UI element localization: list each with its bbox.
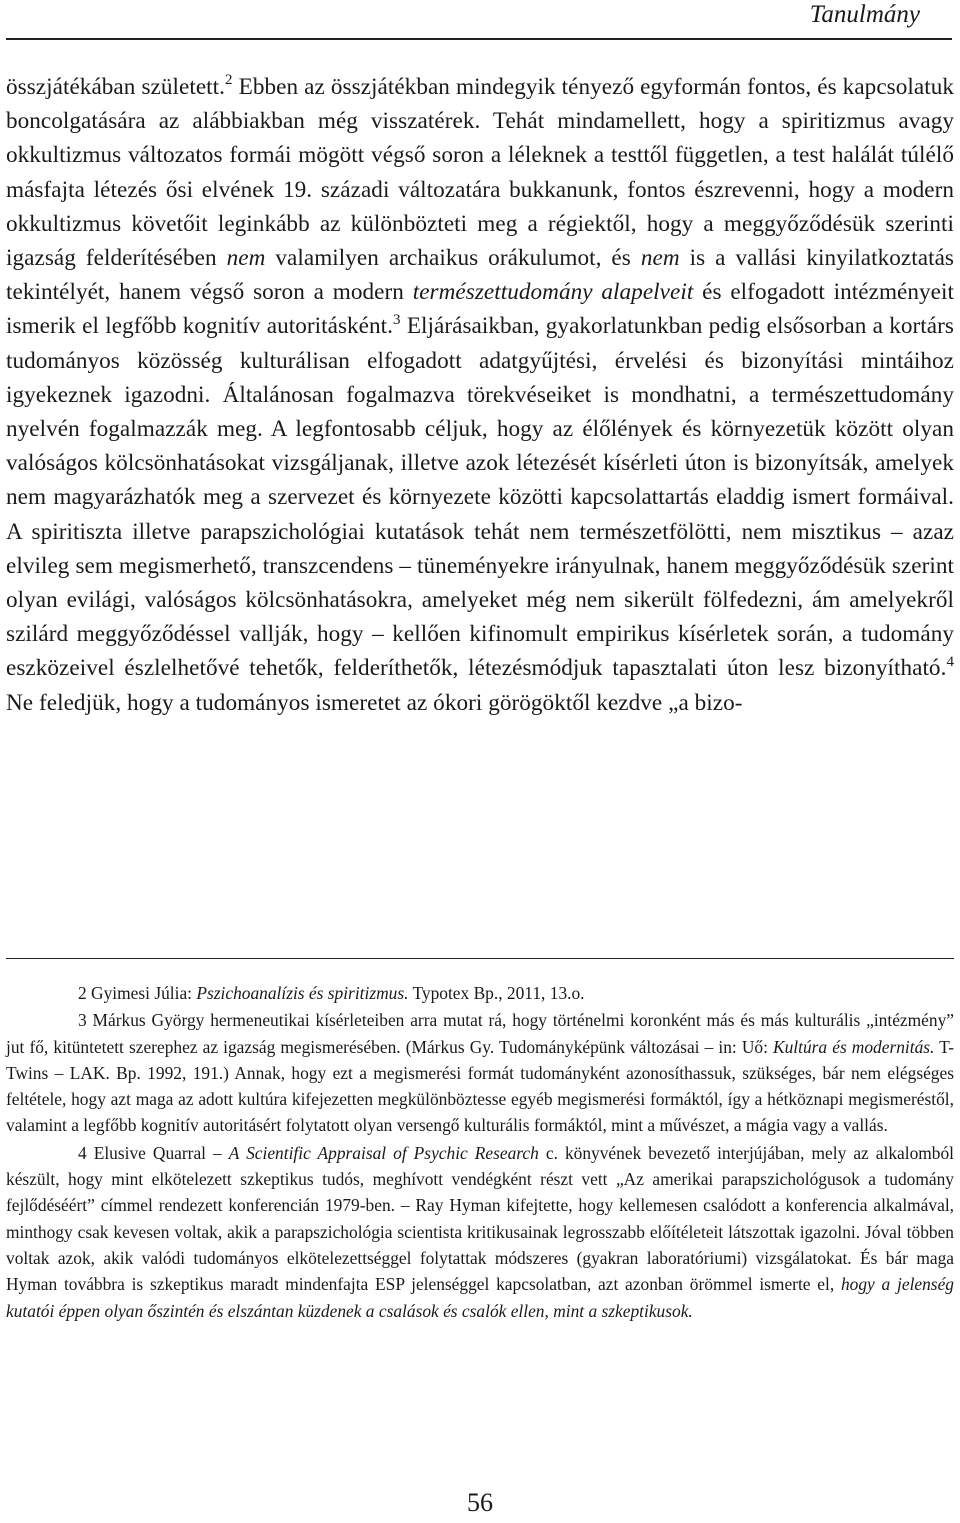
footnote-ref-2[interactable]: 2 bbox=[225, 72, 233, 89]
footnote-number: 4 bbox=[78, 1142, 87, 1163]
footnote-text: Typotex Bp., 2011, 13.o. bbox=[408, 983, 585, 1003]
footnote-text: Márkus György hermeneutikai kísérleteiben arra mutat rá, hogy történelmi koronként más és más kulturális „intézmény” jut fő, kitüntetett szerephez az igazság megismerésében. (Márkus Gy. Tudományképünk változásai – in: Uő: bbox=[6, 1010, 954, 1057]
header-rule bbox=[6, 38, 952, 40]
footnote-text: T-Twins – LAK. Bp. 1992, 191.) Annak, hogy ezt a megismerési formát tudományként azonosíthassuk, szükséges, bár nem elégséges feltétele, hogy azt maga az adott kultúra kifejezetten megkülönböztesse egyéb megismerési formáktól, így a hétköznapi megismeréstől, valamint a legfőbb kognitív autoritásért folytatott olyan versengő kulturális formáktól, mint a művészet, a mágia vagy a vallás. bbox=[6, 1036, 954, 1136]
footnote-emphasis: hogy a jelenség kutatói éppen olyan őszintén és elszántan küzdenek a csalások és csalók ellen, mint a szkeptikusok. bbox=[6, 1274, 954, 1321]
footnote-text: Elusive Quarral – bbox=[86, 1142, 229, 1163]
footnote-text: Gyimesi Júlia: bbox=[86, 983, 197, 1003]
footnote-3 bbox=[6, 1007, 954, 1138]
footnote-4 bbox=[6, 1140, 954, 1324]
body-segment: Ne feledjük, hogy a tudományos ismeretet az ókori görögöktől kezdve „a bizo- bbox=[6, 689, 743, 716]
footnote-text: c. könyvének bevezető interjújában, mely az alkalomból készült, hogy mint elkötelezett szkeptikus tudós, meghívott vendégként részt vett „Az amerikai parapszichológusok a tudomány fejlődéséért” címmel rendezett konferencián 1979-ben. – Ray Hyman kifejtette, hogy kellemesen csalódott a konferencia alkalmával, minthogy csak kevesen voltak, akik a parapszichológia scientista kritikusainak legrosszabb előítéleteit látszottak igazolni. Jóval többen voltak azok, akik valódi tudományos elkötelezettséggel folytattak módszeres (gyakran laboratóriumi) vizsgálatokat. És bár maga Hyman továbbra is szkeptikus maradt mindenfajta ESP jelenséggel kapcsolatban, azt azonban örömmel ismerte el, bbox=[6, 1142, 955, 1295]
emphasis-text: nem bbox=[640, 245, 680, 272]
footnote-ref-3[interactable]: 3 bbox=[392, 311, 401, 328]
body-segment: Eljárásaikban, gyakorlatunkban pedig elsősorban a kortárs tudományos közösség kulturálisan elfogadott adatgyűjtési, érvelési és bizonyítási mintáihoz igyekeznek igazodni. Általánosan fogalmazva törekvéseiket is mondhatni, a természettudomány nyelvén fogalmazzák meg. A legfontosabb céljuk, hogy az élőlények és környezetük között olyan valóságos kölcsönhatásokat vizsgáljanak, illetve azok létezését kísérleti úton is bizonyítsák, amelyek nem magyarázhatók meg a szervezet és környezete közötti kapcsolattartás eladdig ismert formáival. A spiritiszta illetve parapszichológiai kutatások tehát nem természetfölötti, nem misztikus – azaz elvileg sem megismerhető, transzcendens – tüneményekre irányulnak, hanem meggyőződésük szerint olyan evilági, valóságos kölcsönhatásokra, amelyeket még nem sikerült fölfedezni, ám amelyekről szilárd meggyőződéssel vallják, hogy – kellően kifinomult empirikus kísérletek során, a tudomány eszközeivel észlelhetővé tehetők, felderíthetők, létezésmódjuk tapasztalati úton lesz bizonyítható. bbox=[6, 313, 954, 682]
footnotes bbox=[6, 980, 954, 1324]
footnote-rule bbox=[6, 958, 954, 959]
body-text bbox=[6, 70, 954, 720]
main-paragraph bbox=[6, 70, 954, 720]
body-segment: és elfogadott intézményeit ismerik el legfőbb kognitív autoritásként. bbox=[6, 279, 954, 340]
emphasis-text: nem bbox=[226, 245, 266, 272]
footnote-number: 2 bbox=[78, 983, 87, 1003]
page-number: 56 bbox=[467, 1488, 493, 1517]
emphasis-text: természettudomány alapelveit bbox=[412, 279, 694, 306]
body-segment: összjátékában született. bbox=[6, 74, 226, 100]
footnote-title: Pszichoanalízis és spiritizmus. bbox=[196, 983, 409, 1003]
body-segment: valamilyen archaikus orákulumot, és bbox=[265, 245, 641, 272]
body-segment: is a vallási kinyilatkoztatás tekintélyét, hanem végső soron a modern bbox=[6, 245, 954, 306]
running-head: Tanulmány bbox=[809, 1, 920, 28]
footnote-title: Kultúra és modernitás. bbox=[773, 1036, 935, 1057]
footnote-ref-4[interactable]: 4 bbox=[946, 653, 954, 670]
footnote-number: 3 bbox=[78, 1010, 87, 1031]
body-segment: Ebben az összjátékban mindegyik tényező egyformán fontos, és kapcsolatuk boncolgatására az alábbiakban még visszatérek. Tehát mindamellett, hogy a spiritizmus avagy okkultizmus változatos formái mögött végső soron a léleknek a testtől független, a test halálát túlélő másfajta létezés ősi elvének 19. századi változatára bukkanunk, fontos észrevenni, hogy a modern okkultizmus követőit leginkább az különbözteti meg a régiektől, hogy a meggyőződésük szerinti igazság felderítésében bbox=[6, 74, 954, 272]
footnote-title: A Scientific Appraisal of Psychic Research bbox=[228, 1142, 539, 1163]
footnote-2 bbox=[6, 980, 954, 1006]
